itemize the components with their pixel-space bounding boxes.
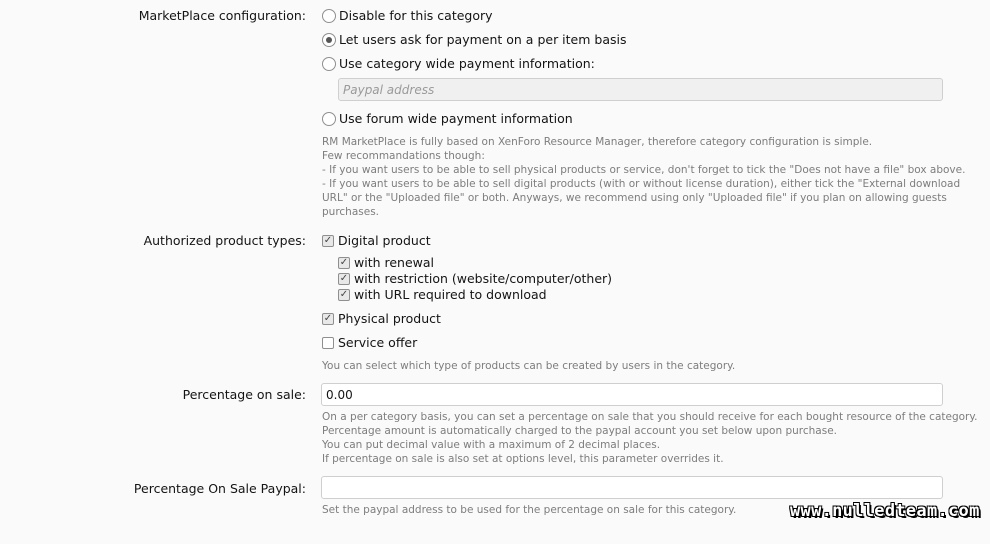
checkbox-checked-icon[interactable]: ✓	[339, 272, 349, 284]
radio-label: Use category wide payment information:	[339, 56, 595, 71]
watermark-text: www.nulledteam.com	[790, 501, 980, 521]
product-types-hint: You can select which type of products can be created by users in the category.	[322, 360, 736, 372]
percentage-paypal-hint: Set the paypal address to be used for the percentage on sale for this category.	[322, 504, 737, 516]
percentage-paypal-label: Percentage On Sale Paypal:	[133, 481, 306, 496]
radio-per-item-payment[interactable]	[322, 32, 626, 47]
hint-line: Few recommandations though:	[322, 150, 485, 162]
hint-line: - If you want users to be able to sell physical products or service, don't forget to tick the "Does not have a file" box above.	[322, 164, 966, 176]
radio-category-wide-payment[interactable]	[322, 56, 595, 71]
checkbox-digital-product[interactable]	[322, 233, 431, 248]
checkbox-label: with URL required to download	[354, 287, 547, 302]
checkbox-checked-icon[interactable]: ✓	[339, 288, 349, 300]
percentage-label: Percentage on sale:	[182, 387, 306, 402]
checkbox-with-restriction[interactable]	[338, 271, 612, 286]
checkbox-label: Digital product	[338, 233, 431, 248]
checkbox-physical-product[interactable]	[322, 311, 441, 326]
percentage-hint	[322, 410, 978, 466]
hint-line: If percentage on sale is also set at options level, this parameter overrides it.	[322, 453, 724, 465]
radio-disable-category[interactable]	[322, 8, 493, 23]
checkbox-checked-icon[interactable]: ✓	[323, 234, 333, 246]
percentage-paypal-input[interactable]	[321, 476, 943, 499]
marketplace-hint	[322, 135, 966, 219]
checkbox-label: with renewal	[354, 255, 435, 270]
checkbox-label: Service offer	[338, 335, 418, 350]
hint-line: URL" or the "Uploaded file" or both. Anyways, we recommend using only "Uploaded file" if you plan on allowing guests	[322, 192, 947, 204]
radio-circle[interactable]	[322, 112, 336, 126]
marketplace-config-label: MarketPlace configuration:	[138, 8, 306, 23]
checkbox-label: Physical product	[338, 311, 441, 326]
radio-circle[interactable]	[322, 57, 336, 71]
paypal-address-input[interactable]: Paypal address	[338, 78, 943, 101]
radio-label: Disable for this category	[339, 8, 493, 23]
radio-forum-wide-payment[interactable]	[322, 111, 573, 126]
hint-line: Percentage amount is automatically charged to the paypal account you set below upon purchase.	[322, 425, 837, 437]
radio-circle[interactable]	[322, 9, 336, 23]
checkbox-label: with restriction (website/computer/other)	[354, 271, 613, 286]
hint-line: - If you want users to be able to sell digital products (with or without license duration), either tick the "External download	[322, 178, 961, 190]
checkbox-checked-icon[interactable]: ✓	[339, 256, 349, 268]
checkbox-unchecked-icon[interactable]	[322, 337, 334, 349]
hint-line: RM MarketPlace is fully based on XenForo Resource Manager, therefore category configuration is simple.	[322, 136, 873, 148]
hint-line: You can put decimal value with a maximum of 2 decimal places.	[322, 439, 661, 451]
radio-circle-selected[interactable]	[322, 33, 336, 47]
radio-label: Let users ask for payment on a per item basis	[339, 32, 627, 47]
checkbox-service-offer[interactable]	[322, 335, 417, 350]
checkbox-checked-icon[interactable]: ✓	[323, 312, 333, 324]
product-types-label: Authorized product types:	[143, 233, 306, 248]
hint-line: On a per category basis, you can set a percentage on sale that you should receive for each bought resource of the category.	[322, 411, 978, 423]
hint-line: purchases.	[322, 206, 380, 218]
radio-label: Use forum wide payment information	[339, 111, 573, 126]
checkbox-with-renewal[interactable]	[338, 255, 434, 270]
checkbox-url-required[interactable]	[338, 287, 547, 302]
percentage-input[interactable]: 0.00	[321, 383, 943, 406]
